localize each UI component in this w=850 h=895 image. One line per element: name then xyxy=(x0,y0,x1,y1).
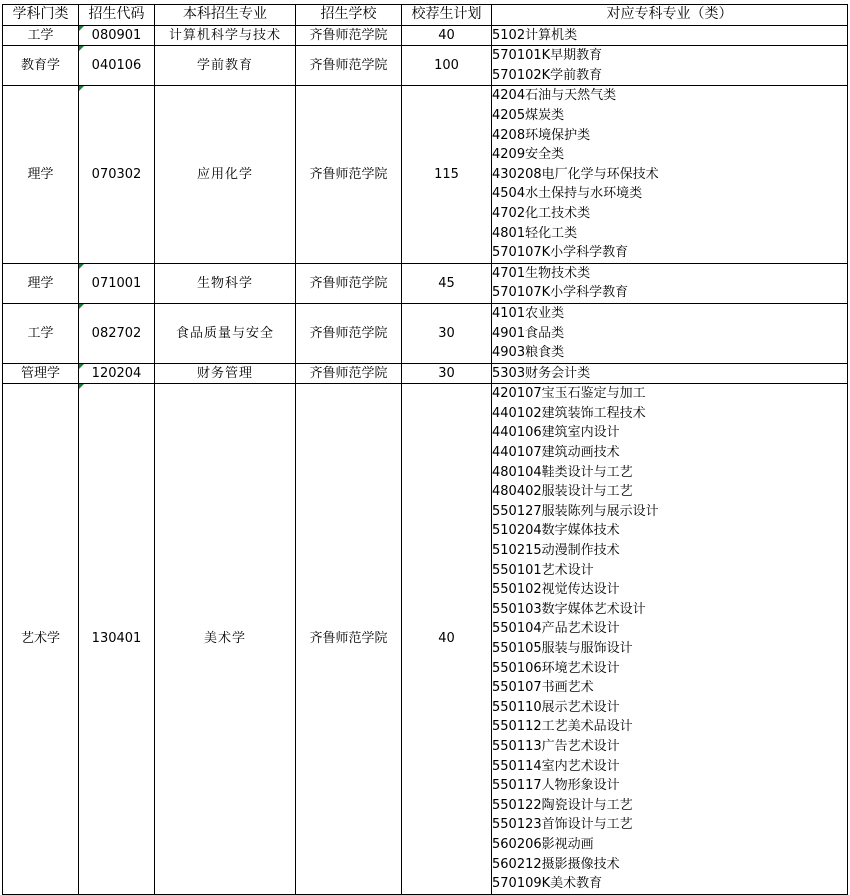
header-row xyxy=(3,5,848,26)
vocational-item: 560212摄影摄像技术 xyxy=(492,856,620,872)
cell-school: 齐鲁师范学院 xyxy=(296,25,402,46)
cell-major: 计算机科学与技术 xyxy=(155,25,296,46)
cell-plan: 30 xyxy=(402,363,492,384)
vocational-item: 4504水土保持与水环境类 xyxy=(492,186,643,202)
vocational-item: 4204石油与天然气类 xyxy=(492,88,617,104)
cell-plan: 45 xyxy=(402,263,492,303)
cell-category: 教育学 xyxy=(3,46,79,86)
vocational-item: 550122陶瓷设计与工艺 xyxy=(492,797,633,813)
vocational-item: 5303财务会计类 xyxy=(492,365,591,381)
vocational-item: 4903粮食类 xyxy=(492,345,565,361)
vocational-item: 550110展示艺术设计 xyxy=(492,699,620,715)
vocational-item: 5102计算机类 xyxy=(492,27,578,43)
cell-vocational xyxy=(492,263,848,303)
cell-school: 齐鲁师范学院 xyxy=(296,384,402,894)
cell-school: 齐鲁师范学院 xyxy=(296,363,402,384)
vocational-item: 550127服装陈列与展示设计 xyxy=(492,503,659,519)
cell-code: 130401 xyxy=(79,384,155,894)
vocational-item: 550105服装与服饰设计 xyxy=(492,641,633,656)
vocational-item: 480402服装设计与工艺 xyxy=(492,484,633,500)
vocational-item: 510204数字媒体技术 xyxy=(492,523,620,539)
vocational-item: 4101农业类 xyxy=(492,305,565,321)
header-category: 学科门类 xyxy=(3,5,79,26)
cell-school: 齐鲁师范学院 xyxy=(296,263,402,303)
vocational-item: 510215动漫制作技术 xyxy=(492,543,620,559)
vocational-item: 4208环境保护类 xyxy=(492,127,591,143)
cell-vocational xyxy=(492,303,848,363)
cell-code: 071001 xyxy=(79,263,155,303)
cell-school: 齐鲁师范学院 xyxy=(296,303,402,363)
cell-code: 120204 xyxy=(79,363,155,384)
cell-plan: 40 xyxy=(402,384,492,894)
vocational-item: 550123首饰设计与工艺 xyxy=(492,817,633,833)
cell-vocational xyxy=(492,46,848,86)
vocational-item: 570102K学前教育 xyxy=(492,67,603,83)
cell-plan: 115 xyxy=(402,86,492,263)
table-row xyxy=(3,303,848,363)
cell-major: 应用化学 xyxy=(155,86,296,263)
vocational-item: 4702化工技术类 xyxy=(492,205,591,221)
cell-marker-icon xyxy=(79,86,84,91)
cell-vocational xyxy=(492,363,848,384)
cell-marker-icon xyxy=(79,304,84,309)
vocational-item: 550103数字媒体艺术设计 xyxy=(492,601,646,617)
vocational-item: 440102建筑装饰工程技术 xyxy=(492,405,646,421)
vocational-item: 440107建筑动画技术 xyxy=(492,445,620,461)
cell-major: 财务管理 xyxy=(155,363,296,384)
cell-category: 理学 xyxy=(3,86,79,263)
header-plan: 校荐生计划 xyxy=(402,5,492,26)
vocational-item: 550101艺术设计 xyxy=(492,562,594,578)
vocational-item: 480104鞋类设计与工艺 xyxy=(492,464,633,480)
cell-marker-icon xyxy=(79,264,84,269)
vocational-item: 4701生物技术类 xyxy=(492,265,591,281)
vocational-item: 420107宝玉石鉴定与加工 xyxy=(492,386,646,402)
table-row xyxy=(3,263,848,303)
table-row xyxy=(3,25,848,46)
cell-vocational xyxy=(492,384,848,894)
vocational-item: 570107K小学科学教育 xyxy=(492,285,629,301)
vocational-item: 4901食品类 xyxy=(492,325,565,341)
vocational-item: 4209安全类 xyxy=(492,147,565,163)
vocational-item: 550104产品艺术设计 xyxy=(492,621,620,637)
cell-category: 工学 xyxy=(3,25,79,46)
vocational-item: 570107K小学科学教育 xyxy=(492,245,629,261)
cell-major: 学前教育 xyxy=(155,46,296,86)
cell-category: 管理学 xyxy=(3,363,79,384)
vocational-item: 4205煤炭类 xyxy=(492,107,565,123)
table-row xyxy=(3,86,848,263)
vocational-item: 4801轻化工类 xyxy=(492,225,578,241)
header-school: 招生学校 xyxy=(296,5,402,26)
cell-plan: 100 xyxy=(402,46,492,86)
header-major: 本科招生专业 xyxy=(155,5,296,26)
vocational-item: 570109K美术教育 xyxy=(492,876,603,892)
vocational-item: 550117人物形象设计 xyxy=(492,778,620,794)
cell-category: 理学 xyxy=(3,263,79,303)
vocational-item: 550112工艺美术品设计 xyxy=(492,719,633,735)
vocational-item: 550107书画艺术 xyxy=(492,680,594,696)
vocational-item: 430208电厂化学与环保技术 xyxy=(492,166,659,182)
cell-category: 艺术学 xyxy=(3,384,79,894)
cell-marker-icon xyxy=(79,46,84,51)
table-row xyxy=(3,363,848,384)
vocational-item: 440106建筑室内设计 xyxy=(492,425,620,441)
vocational-item: 570101K早期教育 xyxy=(492,48,603,64)
cell-major: 食品质量与安全 xyxy=(155,303,296,363)
enrollment-table xyxy=(2,4,848,895)
vocational-item: 550106环境艺术设计 xyxy=(492,660,620,676)
table-row xyxy=(3,384,848,894)
cell-plan: 40 xyxy=(402,25,492,46)
cell-marker-icon xyxy=(79,364,84,369)
cell-plan: 30 xyxy=(402,303,492,363)
vocational-item: 560206影视动画 xyxy=(492,836,594,852)
header-code: 招生代码 xyxy=(79,5,155,26)
vocational-item: 550114室内艺术设计 xyxy=(492,758,620,774)
table-body xyxy=(3,25,848,894)
header-vocational: 对应专科专业（类） xyxy=(492,5,848,26)
cell-code: 080901 xyxy=(79,25,155,46)
cell-code: 082702 xyxy=(79,303,155,363)
vocational-item: 550102视觉传达设计 xyxy=(492,582,620,598)
cell-vocational xyxy=(492,86,848,263)
cell-major: 生物科学 xyxy=(155,263,296,303)
cell-category: 工学 xyxy=(3,303,79,363)
cell-marker-icon xyxy=(79,384,84,389)
cell-school: 齐鲁师范学院 xyxy=(296,46,402,86)
vocational-item: 550113广告艺术设计 xyxy=(492,738,620,754)
cell-school: 齐鲁师范学院 xyxy=(296,86,402,263)
cell-code: 070302 xyxy=(79,86,155,263)
cell-marker-icon xyxy=(79,26,84,31)
cell-vocational xyxy=(492,25,848,46)
cell-major: 美术学 xyxy=(155,384,296,894)
cell-code: 040106 xyxy=(79,46,155,86)
table-row xyxy=(3,46,848,86)
